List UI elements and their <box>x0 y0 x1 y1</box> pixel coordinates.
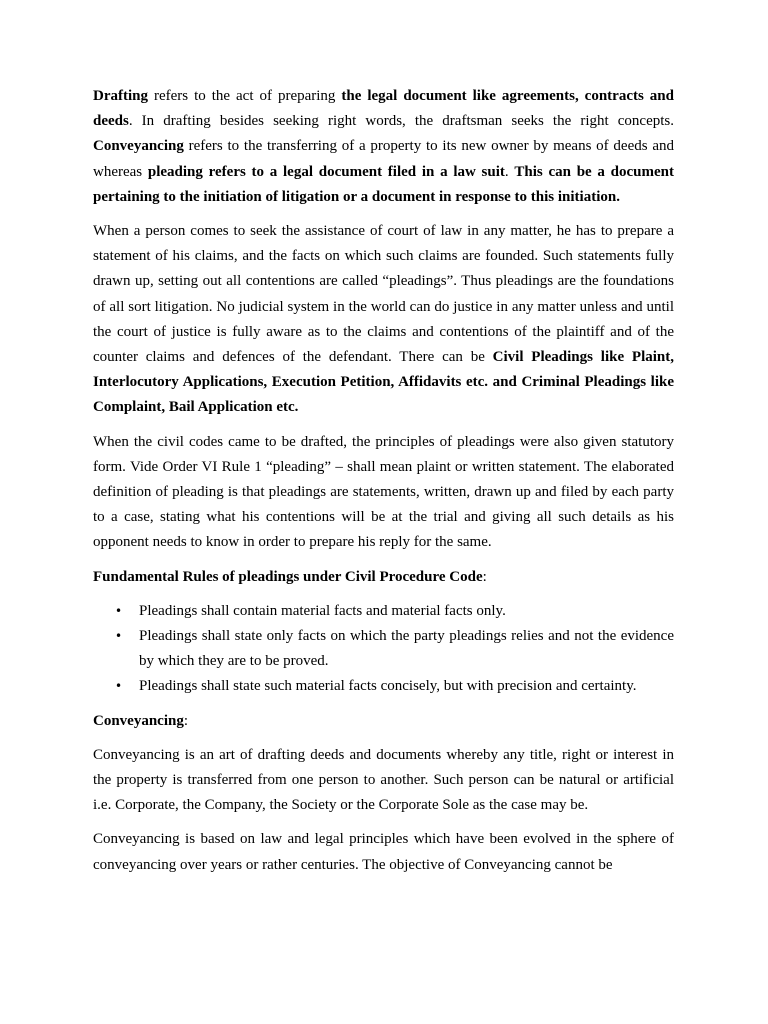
rules-list <box>93 599 674 700</box>
intro-bold-text: the legal document like agreements, contracts and deeds <box>93 88 674 130</box>
rules-heading <box>93 565 674 590</box>
conveyancing-heading <box>93 709 674 734</box>
rules-heading-text: Fundamental Rules of pleadings under Civil Procedure Code <box>93 568 483 585</box>
conveyancing-paragraph-2: Conveyancing is based on law and legal principles which have been evolved in the sphere of conveyancing over years or rather centuries. The objective of Conveyancing cannot be <box>93 831 674 873</box>
document-page <box>93 84 674 887</box>
intro-text: refers to the transferring of a property to its new owner by means of deeds and whereas <box>93 138 674 180</box>
pleadings-text: When a person comes to seek the assistance of court of law in any matter, he has to prepare a statement of his claims, and the facts on which such claims are founded. Such statements fully drawn up, setting out all contentions are called “pleadings”. Thus pleadings are the foundations of all sort litigation. No judicial system in the world can do justice in any matter unless and until the court of justice is fully aware as to the claims and contentions of the plaintiff and of the counter claims and defences of the defendant. There can be <box>93 223 674 366</box>
intro-text: refers to the act of preparing <box>148 88 342 104</box>
intro-paragraph <box>93 84 674 210</box>
bullet-icon: • <box>115 679 123 694</box>
rules-heading-colon: : <box>482 568 487 585</box>
intro-bold-text: This can be a document pertaining to the initiation of litigation or a document in response to this initiation. <box>93 163 675 205</box>
bullet-icon: • <box>115 629 123 644</box>
rule-text: Pleadings shall contain material facts and material facts only. <box>139 602 506 619</box>
conveyancing-heading-colon: : <box>183 712 189 729</box>
rule-text: Pleadings shall state only facts on which the party pleadings relies and not the evidence by which they are to be proved. <box>139 628 674 670</box>
pleadings-paragraph <box>93 219 674 421</box>
pleadings-bold-text: Civil Pleadings like Plaint, Interlocutory Applications, Execution Petition, Affidavits etc. and Criminal Pleadings like Complaint, Bail Application etc. <box>93 349 674 416</box>
rule-text: Pleadings shall state such material facts concisely, but with precision and certainty. <box>139 678 637 695</box>
list-item <box>93 674 674 699</box>
conveyancing-heading-text: Conveyancing <box>93 712 184 729</box>
bullet-icon: • <box>115 603 123 618</box>
intro-bold-text: pleading refers to a legal document filed in a law suit <box>147 163 505 180</box>
list-item <box>93 624 674 674</box>
list-item <box>93 599 674 624</box>
intro-text: . In drafting besides seeking right words, the draftsman seeks the right concepts. <box>128 113 674 130</box>
conveyancing-paragraph-1: Conveyancing is an art of drafting deeds and documents whereby any title, right or interest in the property is transferred from one person to another. Such person can be natural or artificial i.e. Corporate, the Company, the Society or the Corporate Sole as the case may be. <box>93 746 674 814</box>
civil-codes-paragraph: When the civil codes came to be drafted, the principles of pleadings were also given statutory form. Vide Order VI Rule 1 “pleading” – shall mean plaint or written statement. The elaborated definition of pleading is that pleadings are statements, written, drawn up and filed by each party to a case, stating what his contentions will be at the trial and giving all such details as his opponent needs to know in order to prepare his reply for the same. <box>93 433 674 551</box>
conveyancing-term: Conveyancing <box>93 138 184 155</box>
drafting-term: Drafting <box>93 88 148 104</box>
intro-text: . <box>504 163 515 180</box>
